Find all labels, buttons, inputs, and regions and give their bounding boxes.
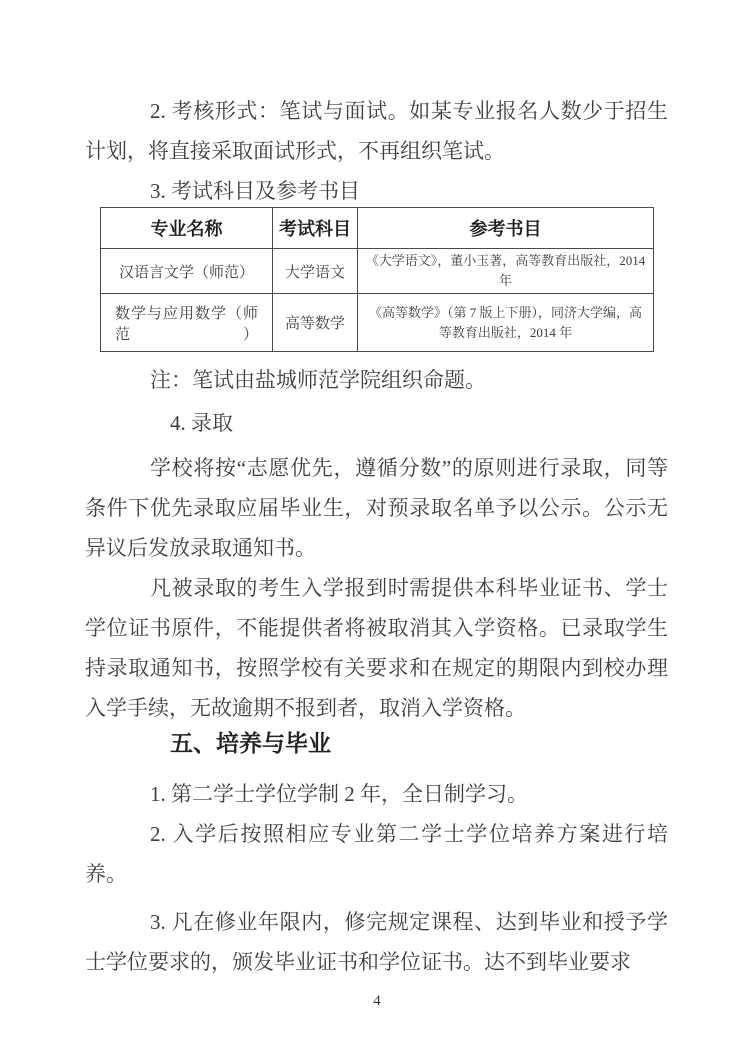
table-header-row: [101, 208, 654, 249]
column-header-subject: 考试科目: [273, 208, 358, 249]
table-note: 注：笔试由盐城师范学院组织命题。: [150, 368, 486, 392]
paragraph-subjects-title: 3. 考试科目及参考书目: [150, 179, 360, 203]
paragraph-graduation-requirements: 3. 凡在修业年限内，修完规定课程、达到毕业和授予学士学位要求的，颁发毕业证书和学位证书。达不到毕业要求: [85, 910, 668, 974]
table-row: [101, 249, 654, 294]
column-header-major: 专业名称: [101, 208, 273, 249]
column-header-reference: 参考书目: [358, 208, 654, 249]
exam-subject-cell: 高等数学: [273, 294, 358, 352]
page-number: 4: [373, 993, 381, 1009]
paragraph-admission-enrollment: 凡被录取的考生入学报到时需提供本科毕业证书、学士学位证书原件，不能提供者将被取消其入学资格。已录取学生持录取通知书，按照学校有关要求和在规定的期限内到校办理入学手续，无故逾期不报到者，取消入学资格。: [85, 576, 668, 720]
paragraph-exam-format: 2. 考核形式：笔试与面试。如某专业报名人数少于招生计划，将直接采取面试形式，不再组织笔试。: [85, 99, 668, 163]
reference-book-cell: 《高等数学》（第 7 版上下册），同济大学编，高等教育出版社，2014 年: [358, 294, 654, 352]
major-name-cell: 汉语言文学（师范）: [101, 249, 273, 294]
major-name-cell: 数学与应用数学（师范）: [101, 294, 273, 352]
paragraph-training-duration: 1. 第二学士学位学制 2 年，全日制学习。: [150, 782, 528, 806]
paragraph-admission-title: 4. 录取: [170, 411, 233, 435]
exam-subject-cell: 大学语文: [273, 249, 358, 294]
table-row: [101, 294, 654, 352]
paragraph-admission-principle: 学校将按“志愿优先，遵循分数”的原则进行录取，同等条件下优先录取应届毕业生，对预录取名单予以公示。公示无异议后发放录取通知书。: [85, 456, 668, 560]
paragraph-training-plan: 2. 入学后按照相应专业第二学士学位培养方案进行培养。: [85, 822, 668, 886]
reference-book-cell: 《大学语文》，董小玉著，高等教育出版社，2014 年: [358, 249, 654, 294]
section-heading-training-graduation: 五、培养与毕业: [170, 730, 331, 756]
reference-books-table: [100, 207, 654, 352]
document-content: [85, 91, 668, 982]
